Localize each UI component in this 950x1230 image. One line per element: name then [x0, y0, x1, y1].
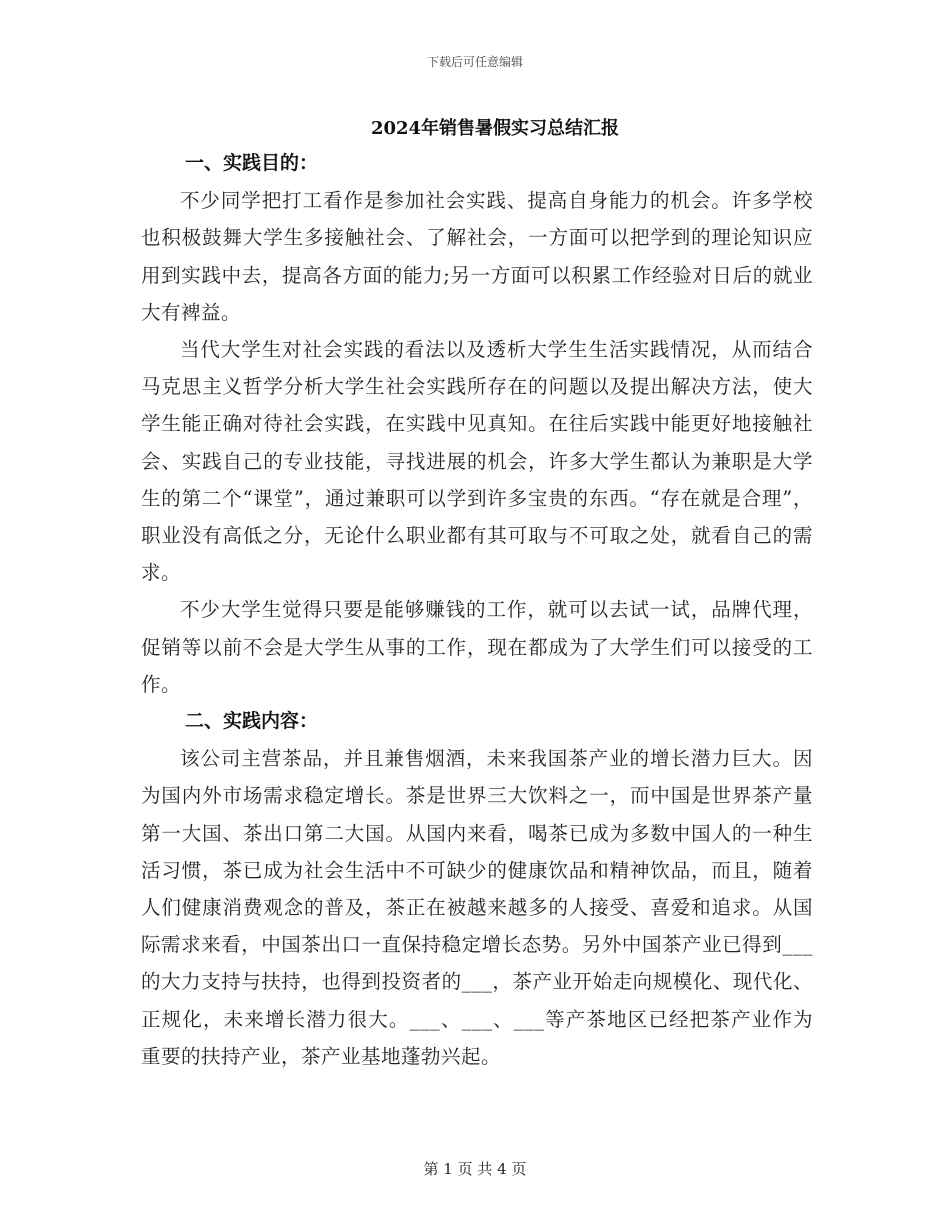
- section-purpose: [141, 145, 813, 703]
- section-heading: 一、实践目的：: [185, 152, 319, 174]
- page-footer-page-number: 第 1 页 共 4 页: [423, 1160, 527, 1178]
- page-header-note: 下载后可任意编辑: [426, 55, 523, 69]
- section-heading: 二、实践内容：: [185, 710, 319, 733]
- document-body: [141, 145, 813, 1075]
- body-paragraph: 当代大学生对社会实践的看法以及透析大学生生活实践情况，从而结合马克思主义哲学分析大学生社会实践所存在的问题以及提出解决方法，使大学生能正确对待社会实践，在实践中见真知。在往后实践中能更好地接触社会、实践自己的专业技能，寻找进展的机会，许多大学生都认为兼职是大学生的第二个“课堂”，通过兼职可以学到许多宝贵的东西。“存在就是合理”，职业没有高低之分，无论什么职业都有其可取与不可取之处，就看自己的需求。: [141, 338, 813, 585]
- section-content: [141, 703, 813, 1075]
- body-paragraph: 不少同学把打工看作是参加社会实践、提高自身能力的机会。许多学校也积极鼓舞大学生多接触社会、了解社会，一方面可以把学到的理论知识应用到实践中去，提高各方面的能力;另一方面可以积累工作经验对日后的就业大有裨益。: [141, 189, 813, 324]
- document-title: 2024年销售暑假实习总结汇报: [370, 118, 620, 139]
- body-paragraph: 该公司主营茶品，并且兼售烟酒，未来我国茶产业的增长潜力巨大。因为国内外市场需求稳定增长。茶是世界三大饮料之一，而中国是世界茶产量第一大国、茶出口第二大国。从国内来看，喝茶已成为多数中国人的一种生活习惯，茶已成为社会生活中不可缺少的健康饮品和精神饮品，而且，随着人们健康消费观念的普及，茶正在被越来越多的人接受、喜爱和追求。从国际需求来看，中国茶出口一直保持稳定增长态势。另外中国茶产业已得到___的大力支持与扶持，也得到投资者的___，茶产业开始走向规模化、现代化、正规化，未来增长潜力很大。___、___、___等产茶地区已经把茶产业作为重要的扶持产业，茶产业基地蓬勃兴起。: [141, 747, 813, 1068]
- body-paragraph: 不少大学生觉得只要是能够赚钱的工作，就可以去试一试，品牌代理，促销等以前不会是大学生从事的工作，现在都成为了大学生们可以接受的工作。: [141, 598, 813, 696]
